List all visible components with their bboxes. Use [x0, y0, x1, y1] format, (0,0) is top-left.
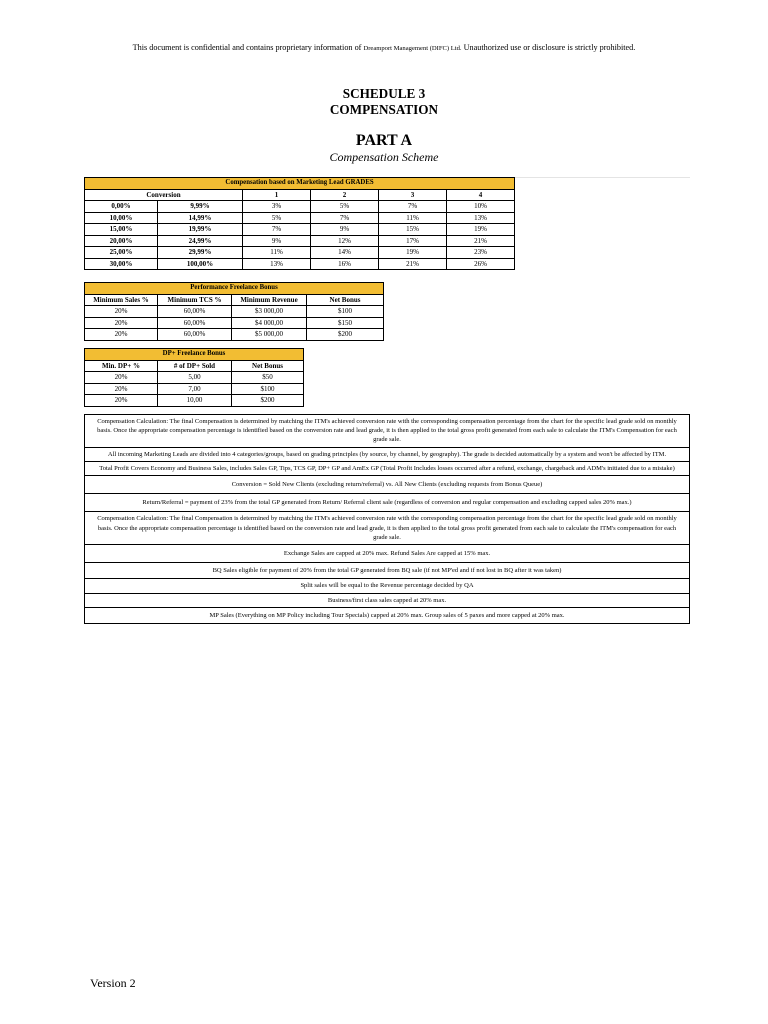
table-row — [85, 235, 515, 247]
company-name: Dreamport Management (DIFC) Ltd. — [363, 45, 462, 52]
grade-header: 2 — [311, 189, 379, 201]
column-header: Minimum TCS % — [158, 294, 232, 306]
table-cell: 60,00% — [158, 317, 232, 329]
column-header: Net Bonus — [232, 360, 304, 372]
conversion-from: 10,00% — [85, 212, 158, 224]
table-row — [85, 607, 690, 623]
part-subtitle: Compensation Scheme — [329, 150, 439, 164]
table-cell: 7,00 — [158, 383, 232, 395]
column-header: Minimum Sales % — [85, 294, 158, 306]
conversion-to: 29,99% — [158, 247, 243, 259]
table-cell: $5 000,00 — [232, 329, 307, 341]
grade-value: 9% — [243, 235, 311, 247]
table-row — [85, 306, 384, 318]
grades-table-title: Compensation based on Marketing Lead GRADES — [85, 178, 515, 190]
table-cell: $200 — [232, 395, 304, 407]
grade-value: 26% — [447, 258, 515, 270]
grade-value: 11% — [379, 212, 447, 224]
conversion-from: 0,00% — [85, 201, 158, 213]
table-cell: $150 — [307, 317, 384, 329]
table-cell: 20% — [85, 395, 158, 407]
table-row — [85, 461, 690, 475]
grade-value: 7% — [379, 201, 447, 213]
schedule-heading — [0, 86, 768, 118]
grades-table — [84, 177, 515, 270]
table-row — [85, 224, 515, 236]
table-cell: 10,00 — [158, 395, 232, 407]
grade-value: 21% — [379, 258, 447, 270]
note-text: Return/Referral = payment of 23% from the total GP generated from Return/ Referral client sale (regardless of conversion and regular compensation and excluding capped sales 20% max.) — [85, 494, 690, 512]
conversion-from: 25,00% — [85, 247, 158, 259]
note-text: Business/first class sales capped at 20% max. — [85, 593, 690, 607]
conversion-to: 100,00% — [158, 258, 243, 270]
grade-header: 3 — [379, 189, 447, 201]
grade-value: 9% — [311, 224, 379, 236]
grade-value: 17% — [379, 235, 447, 247]
schedule-label: SCHEDULE 3 — [342, 86, 426, 101]
conversion-to: 24,99% — [158, 235, 243, 247]
grade-value: 10% — [447, 201, 515, 213]
grade-value: 3% — [243, 201, 311, 213]
table-cell: 20% — [85, 329, 158, 341]
grade-value: 7% — [243, 224, 311, 236]
table-row — [85, 329, 384, 341]
grades-header-row — [85, 189, 515, 201]
grade-value: 5% — [243, 212, 311, 224]
conversion-to: 9,99% — [158, 201, 243, 213]
confidentiality-notice — [0, 43, 768, 52]
note-text: Compensation Calculation: The final Compensation is determined by matching the ITM's achieved conversion rate with the corresponding compensation percentage from the chart for the specific lead grade sold on monthly basis. Once the appropriate compensation percentage is identified based on the conversion rate and lead grade, it is then applied to the total gross profit generated from each sale to calculate the ITM's Compensation for each grade sale. — [85, 415, 690, 448]
performance-table-title: Performance Freelance Bonus — [85, 283, 384, 295]
table-row — [85, 545, 690, 563]
grade-value: 19% — [379, 247, 447, 259]
note-text: Compensation Calculation: The final Compensation is determined by matching the ITM's achieved conversion rate with the corresponding compensation percentage from the chart for the specific lead grade sold on monthly basis. Once the appropriate compensation percentage is identified based on the conversion rate and lead grade, it is then applied to the total gross profit generated from each sale to calculate the ITM's compensation for each grade sale. — [85, 512, 690, 545]
compensation-notes-table — [84, 414, 690, 624]
table-cell: 20% — [85, 383, 158, 395]
grade-value: 16% — [311, 258, 379, 270]
grade-value: 12% — [311, 235, 379, 247]
grade-value: 21% — [447, 235, 515, 247]
table-cell: $100 — [232, 383, 304, 395]
part-label: PART A — [355, 132, 413, 149]
note-text: Total Profit Covers Economy and Business Sales, includes Sales GP, Tips, TCS GP, DP+ GP and AmEx GP (Total Profit Includes losses occurred after a refund, exchange, chargeback and ADM's initiated due to a mistake) — [85, 461, 690, 475]
grade-value: 13% — [243, 258, 311, 270]
dp-bonus-table — [84, 348, 304, 407]
dp-table-title: DP+ Freelance Bonus — [85, 349, 304, 361]
column-header: # of DP+ Sold — [158, 360, 232, 372]
table-cell: $4 000,00 — [232, 317, 307, 329]
grade-value: 23% — [447, 247, 515, 259]
table-row — [85, 383, 304, 395]
table-row — [85, 258, 515, 270]
note-text: BQ Sales eligible for payment of 20% from the total GP generated from BQ sale (if not MP'ed and if not lost in BQ after it was taken) — [85, 563, 690, 579]
note-text: All incoming Marketing Leads are divided into 4 categories/groups, based on grading principles (by source, by channel, by geography). The grade is decided automatically by a system and won't be affected by ITM. — [85, 447, 690, 461]
table-row — [85, 317, 384, 329]
table-row — [85, 476, 690, 494]
conversion-header: Conversion — [85, 189, 243, 201]
conversion-to: 14,99% — [158, 212, 243, 224]
conversion-from: 30,00% — [85, 258, 158, 270]
table-row — [85, 212, 515, 224]
table-cell: $3 000,00 — [232, 306, 307, 318]
table-cell: 5,00 — [158, 372, 232, 384]
sheet-gridline — [514, 177, 690, 178]
performance-title-row — [85, 283, 384, 295]
table-row — [85, 415, 690, 448]
performance-header-row — [85, 294, 384, 306]
grade-header: 4 — [447, 189, 515, 201]
dp-header-row — [85, 360, 304, 372]
grade-value: 11% — [243, 247, 311, 259]
note-text: MP Sales (Everything on MP Policy including Tour Specials) capped at 20% max. Group sales of 5 paxes and more capped at 20% max. — [85, 607, 690, 623]
conversion-from: 20,00% — [85, 235, 158, 247]
note-text: Conversion = Sold New Clients (excluding return/referral) vs. All New Clients (excluding requests from Bonus Queue) — [85, 476, 690, 494]
table-row — [85, 563, 690, 579]
notice-text-end: Unauthorized use or disclosure is strictly prohibited. — [461, 43, 636, 52]
column-header: Net Bonus — [307, 294, 384, 306]
note-text: Split sales will be equal to the Revenue percentage decided by QA — [85, 579, 690, 593]
version-label: Version 2 — [90, 976, 136, 990]
grades-title-row — [85, 178, 515, 190]
table-row — [85, 512, 690, 545]
note-text: Exchange Sales are capped at 20% max. Refund Sales Are capped at 15% max. — [85, 545, 690, 563]
table-row — [85, 395, 304, 407]
notice-text-start: This document is confidential and contains proprietary information of — [132, 43, 364, 52]
grade-value: 13% — [447, 212, 515, 224]
column-header: Min. DP+ % — [85, 360, 158, 372]
table-row — [85, 247, 515, 259]
table-cell: 20% — [85, 372, 158, 384]
table-row — [85, 201, 515, 213]
grade-header: 1 — [243, 189, 311, 201]
grade-value: 19% — [447, 224, 515, 236]
dp-title-row — [85, 349, 304, 361]
table-row — [85, 579, 690, 593]
table-cell: 20% — [85, 317, 158, 329]
table-cell: $100 — [307, 306, 384, 318]
grade-value: 14% — [311, 247, 379, 259]
schedule-title: COMPENSATION — [329, 102, 439, 117]
table-cell: 20% — [85, 306, 158, 318]
table-cell: $50 — [232, 372, 304, 384]
table-cell: 60,00% — [158, 306, 232, 318]
conversion-to: 19,99% — [158, 224, 243, 236]
table-cell: 60,00% — [158, 329, 232, 341]
conversion-from: 15,00% — [85, 224, 158, 236]
table-row — [85, 593, 690, 607]
grade-value: 15% — [379, 224, 447, 236]
table-row — [85, 494, 690, 512]
table-row — [85, 372, 304, 384]
column-header: Minimum Revenue — [232, 294, 307, 306]
grade-value: 5% — [311, 201, 379, 213]
table-cell: $200 — [307, 329, 384, 341]
performance-bonus-table — [84, 282, 384, 341]
grade-value: 7% — [311, 212, 379, 224]
table-row — [85, 447, 690, 461]
